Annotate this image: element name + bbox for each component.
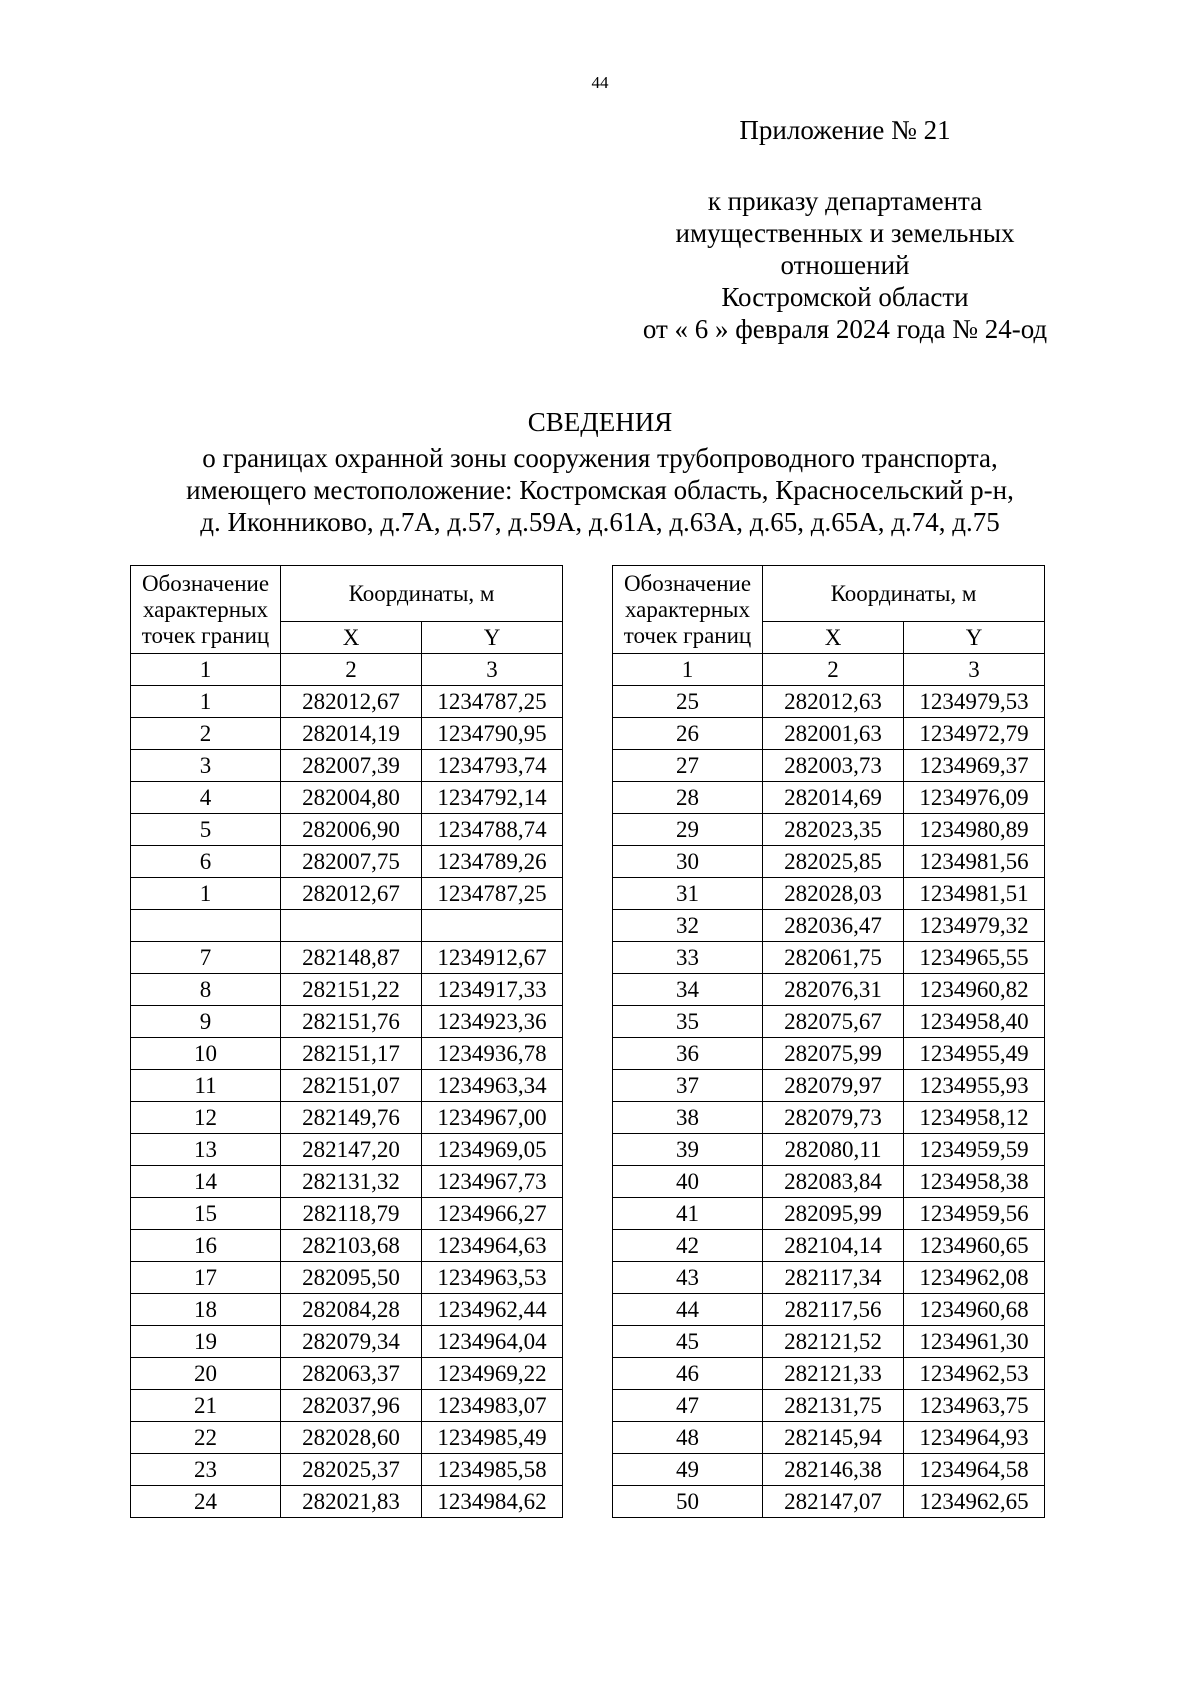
point-number-cell: 20 bbox=[131, 1358, 281, 1390]
y-coordinate-cell: 1234962,53 bbox=[904, 1358, 1045, 1390]
point-number-cell: 19 bbox=[131, 1326, 281, 1358]
table-row bbox=[131, 782, 563, 814]
point-header-line: Обозначение bbox=[623, 570, 752, 596]
y-coordinate-cell: 1234963,53 bbox=[422, 1262, 563, 1294]
table-header-row bbox=[131, 566, 563, 622]
table-row bbox=[131, 974, 563, 1006]
point-number-cell: 30 bbox=[613, 846, 763, 878]
page-number: 44 bbox=[591, 73, 609, 92]
point-number-cell: 42 bbox=[613, 1230, 763, 1262]
point-number-cell: 4 bbox=[131, 782, 281, 814]
y-coordinate-cell: 1234958,40 bbox=[904, 1006, 1045, 1038]
x-coordinate-cell: 282025,85 bbox=[763, 846, 904, 878]
table-row bbox=[613, 814, 1045, 846]
point-number-cell: 32 bbox=[613, 910, 763, 942]
coordinates-header: Координаты, м bbox=[763, 566, 1045, 622]
table-row bbox=[131, 686, 563, 718]
point-number-cell: 36 bbox=[613, 1038, 763, 1070]
column-number: 3 bbox=[904, 654, 1045, 686]
table-row bbox=[131, 1294, 563, 1326]
y-coordinate-cell: 1234958,38 bbox=[904, 1166, 1045, 1198]
x-coordinate-cell bbox=[281, 910, 422, 942]
table-row bbox=[131, 1358, 563, 1390]
point-number-cell: 34 bbox=[613, 974, 763, 1006]
point-number-cell: 48 bbox=[613, 1422, 763, 1454]
y-coordinate-cell: 1234912,67 bbox=[422, 942, 563, 974]
x-coordinate-cell: 282117,34 bbox=[763, 1262, 904, 1294]
table-row bbox=[131, 814, 563, 846]
document-subtitle-line-1: о границах охранной зоны сооружения трубопроводного транспорта, bbox=[202, 443, 998, 473]
y-coordinate-cell: 1234959,59 bbox=[904, 1134, 1045, 1166]
table-row bbox=[131, 1038, 563, 1070]
point-number-cell: 21 bbox=[131, 1390, 281, 1422]
table-body bbox=[131, 686, 563, 1518]
y-coordinate-cell: 1234980,89 bbox=[904, 814, 1045, 846]
x-coordinate-cell: 282012,67 bbox=[281, 686, 422, 718]
y-coordinate-cell: 1234787,25 bbox=[422, 686, 563, 718]
table-row bbox=[613, 1134, 1045, 1166]
point-number-cell: 27 bbox=[613, 750, 763, 782]
point-number-cell: 44 bbox=[613, 1294, 763, 1326]
y-coordinate-cell: 1234976,09 bbox=[904, 782, 1045, 814]
x-coordinate-cell: 282006,90 bbox=[281, 814, 422, 846]
point-number-cell: 29 bbox=[613, 814, 763, 846]
table-row bbox=[131, 718, 563, 750]
point-number-cell: 7 bbox=[131, 942, 281, 974]
point-number-cell: 40 bbox=[613, 1166, 763, 1198]
appendix-line-date-number: от « 6 » февраля 2024 года № 24-од bbox=[642, 314, 1048, 344]
x-coordinate-cell: 282076,31 bbox=[763, 974, 904, 1006]
table-header-row bbox=[613, 566, 1045, 622]
table-row bbox=[131, 846, 563, 878]
table-row bbox=[613, 1454, 1045, 1486]
point-number-cell: 49 bbox=[613, 1454, 763, 1486]
table-row bbox=[613, 1102, 1045, 1134]
x-coordinate-cell: 282075,67 bbox=[763, 1006, 904, 1038]
point-number-cell: 11 bbox=[131, 1070, 281, 1102]
x-coordinate-cell: 282151,17 bbox=[281, 1038, 422, 1070]
y-coordinate-cell: 1234969,37 bbox=[904, 750, 1045, 782]
x-coordinate-cell: 282151,07 bbox=[281, 1070, 422, 1102]
x-coordinate-cell: 282148,87 bbox=[281, 942, 422, 974]
table-row bbox=[131, 1070, 563, 1102]
y-coordinate-cell: 1234967,73 bbox=[422, 1166, 563, 1198]
x-coordinate-cell: 282007,39 bbox=[281, 750, 422, 782]
y-coordinate-cell: 1234985,49 bbox=[422, 1422, 563, 1454]
point-number-cell: 3 bbox=[131, 750, 281, 782]
document-title: СВЕДЕНИЯ bbox=[527, 407, 673, 437]
y-coordinate-cell: 1234955,49 bbox=[904, 1038, 1045, 1070]
x-coordinate-cell: 282104,14 bbox=[763, 1230, 904, 1262]
x-coordinate-cell: 282121,52 bbox=[763, 1326, 904, 1358]
table-body bbox=[613, 686, 1045, 1518]
x-coordinate-cell: 282021,83 bbox=[281, 1486, 422, 1518]
table-row bbox=[131, 1166, 563, 1198]
table-row bbox=[131, 878, 563, 910]
table-row bbox=[131, 1230, 563, 1262]
y-coordinate-cell: 1234967,00 bbox=[422, 1102, 563, 1134]
y-header: Y bbox=[904, 622, 1045, 654]
point-header-line: характерных bbox=[624, 596, 750, 622]
point-number-cell: 23 bbox=[131, 1454, 281, 1486]
y-coordinate-cell: 1234962,65 bbox=[904, 1486, 1045, 1518]
y-header: Y bbox=[422, 622, 563, 654]
point-number-cell: 6 bbox=[131, 846, 281, 878]
point-header-line: Обозначение bbox=[141, 570, 270, 596]
table-row bbox=[613, 1198, 1045, 1230]
table-row bbox=[131, 1390, 563, 1422]
x-coordinate-cell: 282001,63 bbox=[763, 718, 904, 750]
x-coordinate-cell: 282079,34 bbox=[281, 1326, 422, 1358]
table-row bbox=[613, 1294, 1045, 1326]
point-header-line: характерных bbox=[142, 596, 268, 622]
appendix-line-region: Костромской области bbox=[721, 282, 969, 312]
table-row bbox=[613, 750, 1045, 782]
table-row bbox=[613, 1262, 1045, 1294]
appendix-title: Приложение № 21 bbox=[739, 115, 951, 145]
y-coordinate-cell: 1234981,56 bbox=[904, 846, 1045, 878]
point-header-line: точек границ bbox=[141, 622, 270, 648]
x-coordinate-cell: 282025,37 bbox=[281, 1454, 422, 1486]
point-number-cell: 38 bbox=[613, 1102, 763, 1134]
y-coordinate-cell: 1234969,05 bbox=[422, 1134, 563, 1166]
column-numbers-row bbox=[613, 654, 1045, 686]
point-number-cell: 37 bbox=[613, 1070, 763, 1102]
point-designation-header bbox=[613, 566, 763, 654]
x-coordinate-cell: 282014,69 bbox=[763, 782, 904, 814]
x-coordinate-cell: 282121,33 bbox=[763, 1358, 904, 1390]
column-number: 2 bbox=[763, 654, 904, 686]
y-coordinate-cell: 1234788,74 bbox=[422, 814, 563, 846]
y-coordinate-cell: 1234963,75 bbox=[904, 1390, 1045, 1422]
y-coordinate-cell: 1234965,55 bbox=[904, 942, 1045, 974]
x-coordinate-cell: 282007,75 bbox=[281, 846, 422, 878]
table-row bbox=[131, 1326, 563, 1358]
x-header: X bbox=[281, 622, 422, 654]
coordinates-table-left bbox=[130, 565, 563, 1518]
table-header bbox=[131, 566, 563, 686]
point-number-cell: 18 bbox=[131, 1294, 281, 1326]
x-coordinate-cell: 282028,60 bbox=[281, 1422, 422, 1454]
x-coordinate-cell: 282004,80 bbox=[281, 782, 422, 814]
column-number: 1 bbox=[131, 654, 281, 686]
x-coordinate-cell: 282117,56 bbox=[763, 1294, 904, 1326]
point-number-cell: 1 bbox=[131, 878, 281, 910]
table-row bbox=[131, 1262, 563, 1294]
x-coordinate-cell: 282037,96 bbox=[281, 1390, 422, 1422]
document-subtitle-line-3: д. Иконниково, д.7А, д.57, д.59А, д.61А, д.63А, д.65, д.65А, д.74, д.75 bbox=[200, 507, 1000, 537]
point-number-cell: 31 bbox=[613, 878, 763, 910]
x-coordinate-cell: 282079,97 bbox=[763, 1070, 904, 1102]
x-coordinate-cell: 282145,94 bbox=[763, 1422, 904, 1454]
column-number: 3 bbox=[422, 654, 563, 686]
point-number-cell: 17 bbox=[131, 1262, 281, 1294]
table-row bbox=[613, 1358, 1045, 1390]
point-number-cell: 16 bbox=[131, 1230, 281, 1262]
y-coordinate-cell: 1234961,30 bbox=[904, 1326, 1045, 1358]
point-number-cell: 15 bbox=[131, 1198, 281, 1230]
x-coordinate-cell: 282003,73 bbox=[763, 750, 904, 782]
table-row bbox=[613, 782, 1045, 814]
x-coordinate-cell: 282080,11 bbox=[763, 1134, 904, 1166]
coordinates-table-right bbox=[612, 565, 1045, 1518]
x-coordinate-cell: 282061,75 bbox=[763, 942, 904, 974]
column-number: 2 bbox=[281, 654, 422, 686]
y-coordinate-cell: 1234972,79 bbox=[904, 718, 1045, 750]
y-coordinate-cell: 1234963,34 bbox=[422, 1070, 563, 1102]
table-row bbox=[131, 1006, 563, 1038]
table-row bbox=[131, 1102, 563, 1134]
y-coordinate-cell: 1234962,44 bbox=[422, 1294, 563, 1326]
table-row bbox=[613, 878, 1045, 910]
y-coordinate-cell: 1234958,12 bbox=[904, 1102, 1045, 1134]
point-number-cell: 46 bbox=[613, 1358, 763, 1390]
table-header bbox=[613, 566, 1045, 686]
table-row bbox=[613, 1422, 1045, 1454]
x-coordinate-cell: 282084,28 bbox=[281, 1294, 422, 1326]
point-designation-header bbox=[131, 566, 281, 654]
appendix-line-order: к приказу департамента bbox=[707, 186, 983, 216]
document-subtitle-line-2: имеющего местоположение: Костромская область, Красносельский р-н, bbox=[186, 475, 1014, 505]
x-coordinate-cell: 282131,32 bbox=[281, 1166, 422, 1198]
table-row bbox=[131, 750, 563, 782]
table-row bbox=[613, 846, 1045, 878]
table-row bbox=[613, 1326, 1045, 1358]
point-number-cell: 5 bbox=[131, 814, 281, 846]
x-coordinate-cell: 282023,35 bbox=[763, 814, 904, 846]
table-row bbox=[131, 1454, 563, 1486]
point-number-cell: 26 bbox=[613, 718, 763, 750]
point-number-cell: 8 bbox=[131, 974, 281, 1006]
table-row bbox=[131, 1422, 563, 1454]
y-coordinate-cell: 1234960,68 bbox=[904, 1294, 1045, 1326]
document-subtitle bbox=[0, 442, 1200, 538]
y-coordinate-cell: 1234964,63 bbox=[422, 1230, 563, 1262]
y-coordinate-cell: 1234985,58 bbox=[422, 1454, 563, 1486]
x-coordinate-cell: 282118,79 bbox=[281, 1198, 422, 1230]
x-coordinate-cell: 282146,38 bbox=[763, 1454, 904, 1486]
y-coordinate-cell: 1234964,93 bbox=[904, 1422, 1045, 1454]
x-coordinate-cell: 282079,73 bbox=[763, 1102, 904, 1134]
point-number-cell: 41 bbox=[613, 1198, 763, 1230]
x-coordinate-cell: 282151,22 bbox=[281, 974, 422, 1006]
point-number-cell: 47 bbox=[613, 1390, 763, 1422]
x-coordinate-cell: 282012,63 bbox=[763, 686, 904, 718]
point-number-cell: 50 bbox=[613, 1486, 763, 1518]
y-coordinate-cell: 1234969,22 bbox=[422, 1358, 563, 1390]
appendix-line-department: имущественных и земельных bbox=[675, 218, 1015, 248]
point-header-line: точек границ bbox=[623, 622, 752, 648]
y-coordinate-cell: 1234955,93 bbox=[904, 1070, 1045, 1102]
table-row bbox=[613, 1486, 1045, 1518]
x-coordinate-cell: 282063,37 bbox=[281, 1358, 422, 1390]
y-coordinate-cell: 1234936,78 bbox=[422, 1038, 563, 1070]
x-header: X bbox=[763, 622, 904, 654]
point-number-cell: 2 bbox=[131, 718, 281, 750]
table-row bbox=[613, 686, 1045, 718]
point-number-cell: 28 bbox=[613, 782, 763, 814]
y-coordinate-cell: 1234923,36 bbox=[422, 1006, 563, 1038]
point-number-cell bbox=[131, 910, 281, 942]
y-coordinate-cell: 1234790,95 bbox=[422, 718, 563, 750]
table-row bbox=[613, 1166, 1045, 1198]
y-coordinate-cell: 1234964,58 bbox=[904, 1454, 1045, 1486]
x-coordinate-cell: 282095,99 bbox=[763, 1198, 904, 1230]
point-number-cell: 25 bbox=[613, 686, 763, 718]
point-number-cell: 45 bbox=[613, 1326, 763, 1358]
point-number-cell: 33 bbox=[613, 942, 763, 974]
table-row bbox=[613, 942, 1045, 974]
point-number-cell: 14 bbox=[131, 1166, 281, 1198]
table-row bbox=[131, 942, 563, 974]
x-coordinate-cell: 282147,20 bbox=[281, 1134, 422, 1166]
table-row bbox=[131, 1486, 563, 1518]
x-coordinate-cell: 282075,99 bbox=[763, 1038, 904, 1070]
table-row bbox=[613, 1390, 1045, 1422]
y-coordinate-cell: 1234966,27 bbox=[422, 1198, 563, 1230]
point-number-cell: 43 bbox=[613, 1262, 763, 1294]
table-row bbox=[613, 1230, 1045, 1262]
x-coordinate-cell: 282103,68 bbox=[281, 1230, 422, 1262]
y-coordinate-cell: 1234792,14 bbox=[422, 782, 563, 814]
table-row bbox=[131, 1198, 563, 1230]
x-coordinate-cell: 282083,84 bbox=[763, 1166, 904, 1198]
y-coordinate-cell bbox=[422, 910, 563, 942]
appendix-order-reference bbox=[615, 185, 1075, 345]
coordinates-header: Координаты, м bbox=[281, 566, 563, 622]
appendix-line-relations: отношений bbox=[780, 250, 910, 280]
x-coordinate-cell: 282149,76 bbox=[281, 1102, 422, 1134]
y-coordinate-cell: 1234983,07 bbox=[422, 1390, 563, 1422]
point-number-cell: 35 bbox=[613, 1006, 763, 1038]
point-number-cell: 39 bbox=[613, 1134, 763, 1166]
x-coordinate-cell: 282028,03 bbox=[763, 878, 904, 910]
y-coordinate-cell: 1234960,65 bbox=[904, 1230, 1045, 1262]
x-coordinate-cell: 282012,67 bbox=[281, 878, 422, 910]
table-row bbox=[131, 910, 563, 942]
point-number-cell: 13 bbox=[131, 1134, 281, 1166]
y-coordinate-cell: 1234962,08 bbox=[904, 1262, 1045, 1294]
y-coordinate-cell: 1234984,62 bbox=[422, 1486, 563, 1518]
column-number: 1 bbox=[613, 654, 763, 686]
table-row bbox=[613, 974, 1045, 1006]
table-row bbox=[613, 910, 1045, 942]
x-coordinate-cell: 282151,76 bbox=[281, 1006, 422, 1038]
table-row bbox=[131, 1134, 563, 1166]
table-row bbox=[613, 1038, 1045, 1070]
point-number-cell: 22 bbox=[131, 1422, 281, 1454]
point-number-cell: 24 bbox=[131, 1486, 281, 1518]
y-coordinate-cell: 1234789,26 bbox=[422, 846, 563, 878]
y-coordinate-cell: 1234793,74 bbox=[422, 750, 563, 782]
point-number-cell: 10 bbox=[131, 1038, 281, 1070]
x-coordinate-cell: 282131,75 bbox=[763, 1390, 904, 1422]
y-coordinate-cell: 1234917,33 bbox=[422, 974, 563, 1006]
x-coordinate-cell: 282014,19 bbox=[281, 718, 422, 750]
y-coordinate-cell: 1234979,53 bbox=[904, 686, 1045, 718]
y-coordinate-cell: 1234787,25 bbox=[422, 878, 563, 910]
x-coordinate-cell: 282147,07 bbox=[763, 1486, 904, 1518]
x-coordinate-cell: 282095,50 bbox=[281, 1262, 422, 1294]
point-number-cell: 12 bbox=[131, 1102, 281, 1134]
y-coordinate-cell: 1234981,51 bbox=[904, 878, 1045, 910]
y-coordinate-cell: 1234959,56 bbox=[904, 1198, 1045, 1230]
point-number-cell: 1 bbox=[131, 686, 281, 718]
y-coordinate-cell: 1234979,32 bbox=[904, 910, 1045, 942]
table-row bbox=[613, 1070, 1045, 1102]
table-row bbox=[613, 1006, 1045, 1038]
column-numbers-row bbox=[131, 654, 563, 686]
table-row bbox=[613, 718, 1045, 750]
y-coordinate-cell: 1234960,82 bbox=[904, 974, 1045, 1006]
point-number-cell: 9 bbox=[131, 1006, 281, 1038]
x-coordinate-cell: 282036,47 bbox=[763, 910, 904, 942]
y-coordinate-cell: 1234964,04 bbox=[422, 1326, 563, 1358]
